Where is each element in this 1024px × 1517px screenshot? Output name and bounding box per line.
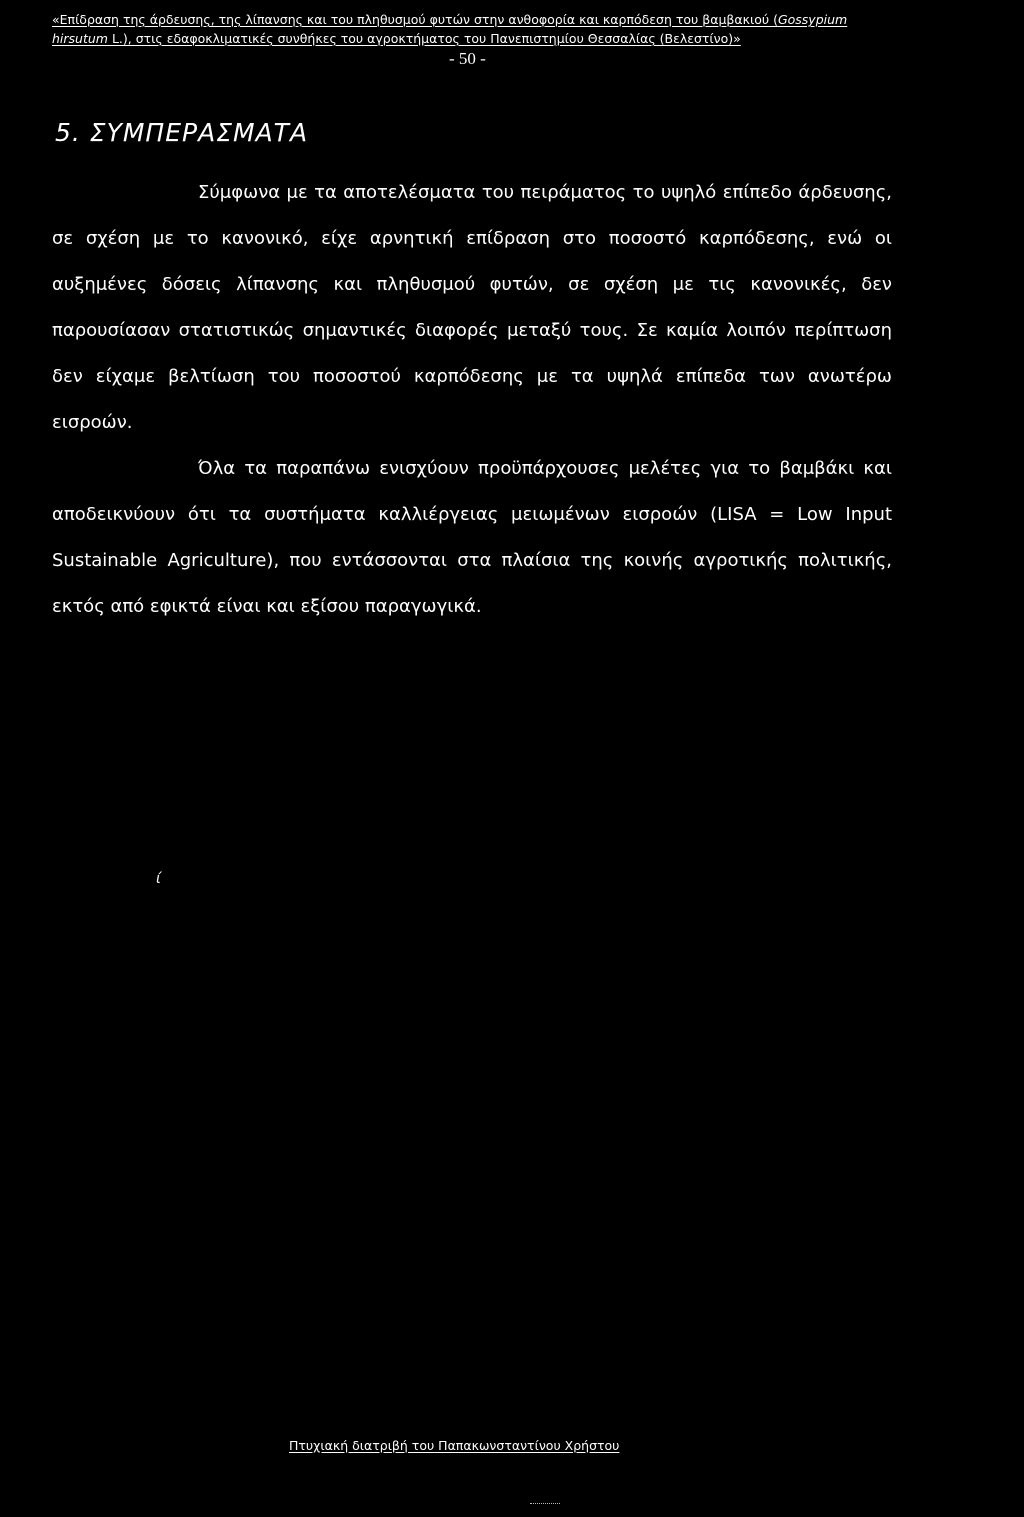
page-footer: Πτυχιακή διατριβή του Παπακωνσταντίνου Χρήστου: [289, 1438, 620, 1453]
running-header-line-1: [52, 10, 982, 29]
species-genus: Gossypium: [777, 12, 848, 27]
page-number: - 50 -: [449, 49, 486, 68]
conclusions-paragraph-1: Σύμφωνα με τα αποτελέσματα του πειράματος το υψηλό επίπεδο άρδευσης, σε σχέση με το κανονικό, είχε αρνητική επίδραση στο ποσοστό καρπόδεσης, ενώ οι αυξημένες δόσεις λίπανσης και πληθυσμού φυτών, σε σχέση με τις κανονικές, δεν παρουσίασαν στατιστικώς σημαντικές διαφορές μεταξύ τους. Σε καμία λοιπόν περίπτωση δεν είχαμε βελτίωση του ποσοστού καρπόδεσης με τα υψηλά επίπεδα των ανωτέρω εισροών.: [52, 182, 892, 433]
species-epithet: hirsutum: [52, 31, 108, 46]
chapter-title: 5. ΣΥΜΠΕΡΑΣΜΑΤΑ: [55, 118, 309, 147]
running-header-title-end: L.), στις εδαφοκλιματικές συνθήκες του αγροκτήματος του Πανεπιστημίου Θεσσαλίας (Βελεστίνο)»: [107, 31, 741, 46]
conclusions-paragraph-2: Όλα τα παραπάνω ενισχύουν προϋπάρχουσες μελέτες για το βαμβάκι και αποδεικνύουν ότι τα συστήματα καλλιέργειας μειωμένων εισροών (LISA = Low Input Sustainable Agriculture), που εντάσσονται στα πλαίσια της κοινής αγροτικής πολιτικής, εκτός από εφικτά είναι και εξίσου παραγωγικά.: [52, 458, 892, 617]
stray-scan-mark: ί: [156, 871, 161, 887]
footer-scan-dots: [530, 1503, 560, 1505]
running-header: [52, 10, 982, 48]
running-header-title-start: «Επίδραση της άρδευσης, της λίπανσης και του πληθυσμού φυτών στην ανθοφορία και καρπόδεση του βαμβακιού (: [52, 12, 778, 27]
running-header-line-2: [52, 29, 982, 48]
